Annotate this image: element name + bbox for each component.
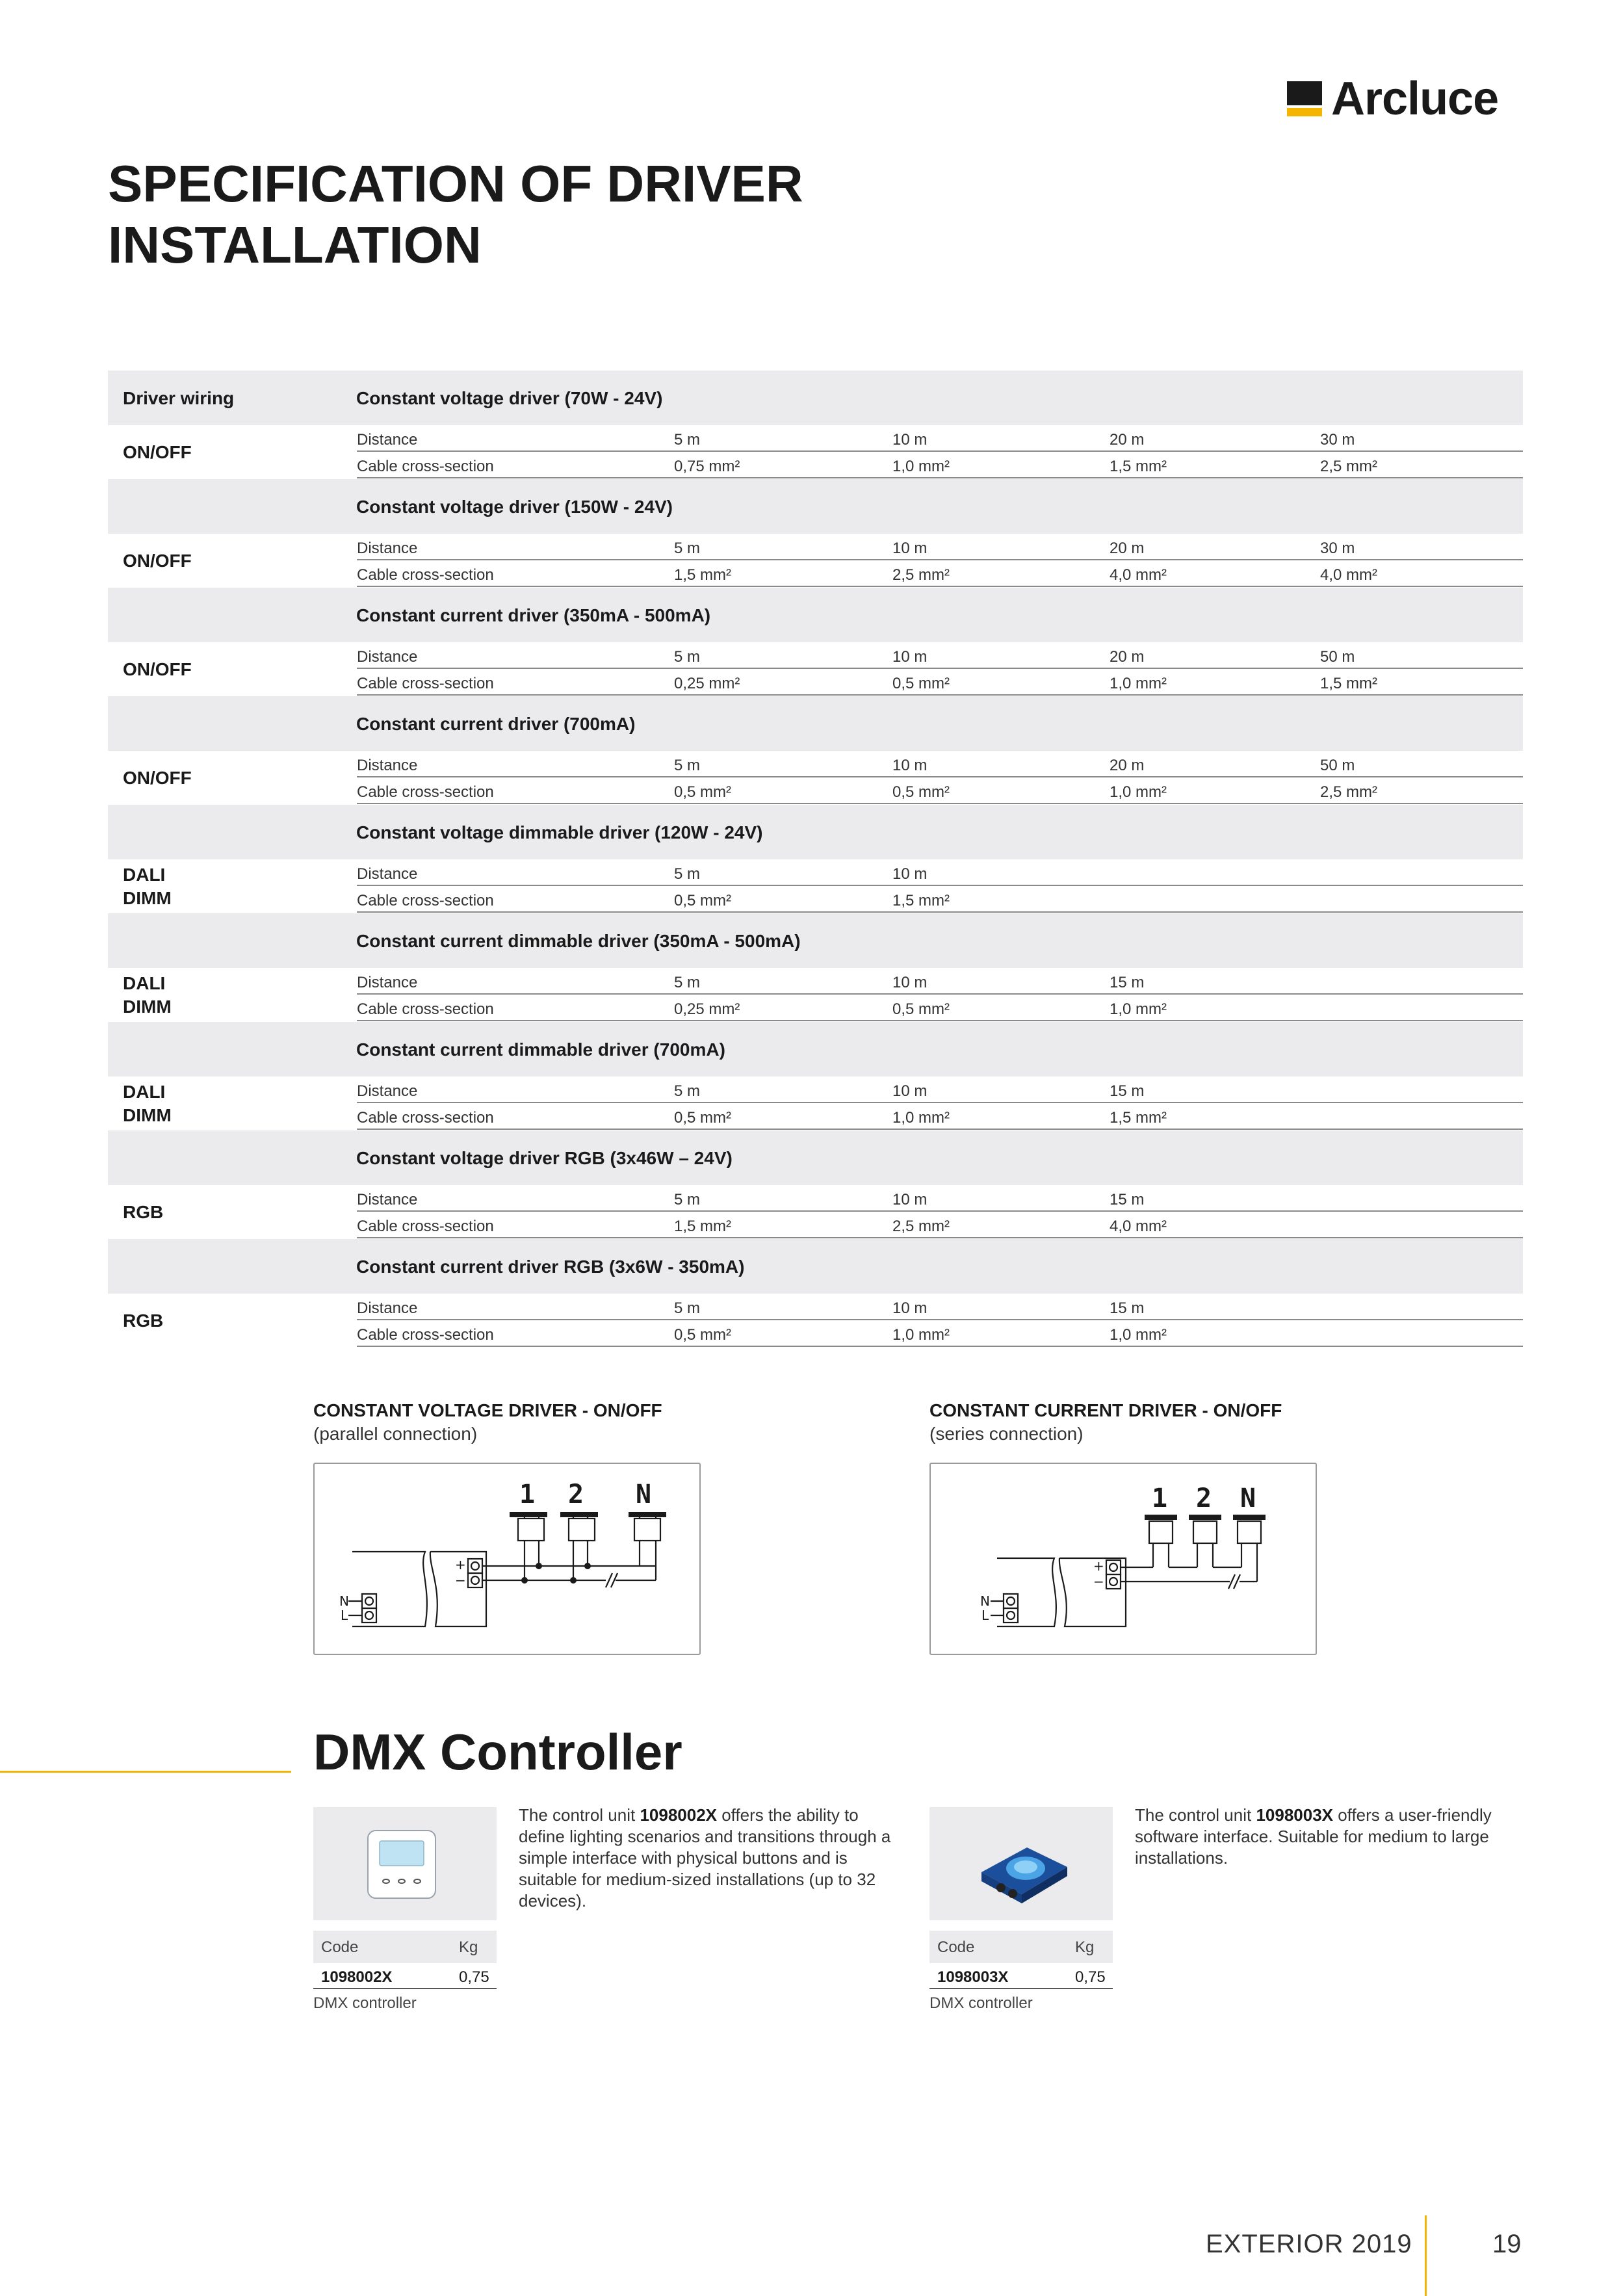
table-cell: 0,5 mm² xyxy=(674,1109,732,1127)
current-wiring-diagram xyxy=(929,1463,1317,1655)
cable-row: Cable cross-section 0,5 mm² 1,0 mm² 1,5 mm² xyxy=(357,1103,1523,1130)
svg-text:2: 2 xyxy=(1196,1483,1212,1513)
product-image-1098003x xyxy=(929,1807,1113,1920)
table-cell: 5 m xyxy=(674,1191,701,1208)
table-cell: 1,5 mm² xyxy=(1110,458,1167,475)
driver-section-header xyxy=(108,1022,1523,1076)
cable-row: Cable cross-section 0,5 mm² 1,5 mm² xyxy=(357,886,1523,913)
driver-title: Constant voltage dimmable driver (120W - 24V) xyxy=(356,822,763,842)
table-cell: 0,5 mm² xyxy=(674,783,732,801)
wall-panel-icon xyxy=(313,1807,497,1920)
driver-title: Constant voltage driver RGB (3x46W – 24V) xyxy=(356,1148,733,1168)
driver-title: Constant current driver (700mA) xyxy=(356,714,636,734)
table-cell: 2,5 mm² xyxy=(892,1218,950,1235)
table-cell: 50 m xyxy=(1320,757,1355,774)
table-cell: 1,0 mm² xyxy=(892,1109,950,1127)
table-cell: 20 m xyxy=(1110,648,1145,666)
table-cell: 10 m xyxy=(892,865,928,883)
svg-text:−: − xyxy=(1093,1574,1104,1589)
table-cell: 5 m xyxy=(674,1082,701,1100)
distance-row: Distance 5 m 10 m 15 m xyxy=(357,968,1523,995)
wiring-type: RGB xyxy=(123,1311,164,1331)
table-cell: 0,5 mm² xyxy=(892,1000,950,1018)
distance-row: Distance 5 m 10 m 20 m 50 m xyxy=(357,751,1523,777)
voltage-diagram-subtitle: (parallel connection) xyxy=(313,1424,478,1444)
driver-section-header xyxy=(108,479,1523,534)
table-cell: 0,5 mm² xyxy=(674,1326,732,1344)
svg-text:2: 2 xyxy=(568,1480,584,1509)
wiring-type: ON/OFF xyxy=(123,551,192,571)
cable-row: Cable cross-section 0,25 mm² 0,5 mm² 1,0 mm² 1,5 mm² xyxy=(357,669,1523,696)
table-cell: 10 m xyxy=(892,648,928,666)
brand-name: Arcluce xyxy=(1331,73,1499,125)
table-cell: 4,0 mm² xyxy=(1320,566,1378,584)
distance-row: Distance 5 m 10 m 20 m 30 m xyxy=(357,425,1523,452)
wiring-type: ON/OFF xyxy=(123,442,192,462)
driver-section-header xyxy=(108,696,1523,751)
table-cell: 1,0 mm² xyxy=(1110,675,1167,692)
table-cell: 5 m xyxy=(674,974,701,991)
svg-text:+: + xyxy=(1093,1558,1104,1574)
cable-row: Cable cross-section 0,25 mm² 0,5 mm² 1,0 mm² xyxy=(357,995,1523,1021)
table-cell: 1,5 mm² xyxy=(892,892,950,909)
driver-title: Constant current dimmable driver (350mA - 500mA) xyxy=(356,931,801,951)
svg-text:−: − xyxy=(455,1572,466,1588)
cable-row: Cable cross-section 1,5 mm² 2,5 mm² 4,0 mm² xyxy=(357,1212,1523,1238)
cable-row: Cable cross-section 1,5 mm² 2,5 mm² 4,0 mm² 4,0 mm² xyxy=(357,560,1523,587)
driver-section-header xyxy=(108,588,1523,642)
driver-title: Constant current driver RGB (3x6W - 350mA) xyxy=(356,1257,745,1277)
brand-logo xyxy=(1287,73,1534,125)
product-caption: DMX controller xyxy=(929,1994,1033,2012)
distance-row: Distance 5 m 10 m 20 m 30 m xyxy=(357,534,1523,560)
product-table-row: 1098002X 0,75 xyxy=(313,1963,497,1989)
driver-title: Constant voltage driver (70W - 24V) xyxy=(356,388,663,408)
driver-section-header xyxy=(108,371,1523,425)
table-cell: 0,25 mm² xyxy=(674,1000,740,1018)
table-cell: 15 m xyxy=(1110,1082,1145,1100)
wiring-type: DALI DIMM xyxy=(123,1082,172,1125)
logo-mark-icon xyxy=(1287,81,1322,116)
distance-row: Distance 5 m 10 m 15 m xyxy=(357,1076,1523,1103)
table-cell: 20 m xyxy=(1110,431,1145,449)
wiring-type: RGB xyxy=(123,1202,164,1222)
product-image-1098002x xyxy=(313,1807,497,1920)
footer-catalog-label: EXTERIOR 2019 xyxy=(1206,2230,1412,2258)
table-cell: 10 m xyxy=(892,1191,928,1208)
table-cell: 10 m xyxy=(892,540,928,557)
distance-row: Distance 5 m 10 m xyxy=(357,859,1523,886)
product-caption: DMX controller xyxy=(313,1994,417,2012)
table-cell: 1,0 mm² xyxy=(1110,1000,1167,1018)
table-cell: 5 m xyxy=(674,648,701,666)
product-table-header: Code Kg xyxy=(929,1931,1113,1963)
table-cell: 0,5 mm² xyxy=(674,892,732,909)
series-wiring-icon xyxy=(931,1464,1318,1656)
table-cell: 0,25 mm² xyxy=(674,675,740,692)
page-title: SPECIFICATION OF DRIVER INSTALLATION xyxy=(108,155,803,274)
section-accent-line xyxy=(0,1771,291,1773)
parallel-wiring-icon xyxy=(315,1464,702,1656)
dmx-section-title: DMX Controller xyxy=(313,1723,682,1781)
table-cell: 4,0 mm² xyxy=(1110,566,1167,584)
svg-text:+: + xyxy=(455,1557,466,1572)
driver-section-body xyxy=(108,859,1523,913)
table-cell: 5 m xyxy=(674,431,701,449)
current-diagram-title: CONSTANT CURRENT DRIVER - ON/OFF xyxy=(929,1400,1282,1420)
cable-row: Cable cross-section 0,5 mm² 1,0 mm² 1,0 mm² xyxy=(357,1320,1523,1347)
table-cell: 0,5 mm² xyxy=(892,675,950,692)
driver-section-body xyxy=(108,642,1523,696)
product-table-header: Code Kg xyxy=(313,1931,497,1963)
table-cell: 4,0 mm² xyxy=(1110,1218,1167,1235)
distance-row: Distance 5 m 10 m 15 m xyxy=(357,1294,1523,1320)
table-cell: 5 m xyxy=(674,865,701,883)
driver-section-body xyxy=(108,534,1523,588)
table-cell: 1,5 mm² xyxy=(674,566,732,584)
svg-text:1: 1 xyxy=(519,1480,536,1509)
svg-text:N: N xyxy=(980,1593,990,1609)
table-cell: 1,5 mm² xyxy=(1320,675,1378,692)
driver-section-header xyxy=(108,805,1523,859)
table-cell: 5 m xyxy=(674,540,701,557)
table-cell: 2,5 mm² xyxy=(1320,458,1378,475)
table-cell: 1,0 mm² xyxy=(1110,783,1167,801)
wiring-type: DALI DIMM xyxy=(123,973,172,1017)
page-number: 19 xyxy=(1492,2230,1522,2258)
table-cell: 5 m xyxy=(674,1299,701,1317)
svg-text:L: L xyxy=(981,1608,989,1623)
table-cell: 1,0 mm² xyxy=(892,1326,950,1344)
table-cell: 1,0 mm² xyxy=(892,458,950,475)
distance-row: Distance 5 m 10 m 20 m 50 m xyxy=(357,642,1523,669)
driver-section-body xyxy=(108,751,1523,805)
wiring-type: DALI DIMM xyxy=(123,865,172,908)
driver-section-body xyxy=(108,425,1523,479)
wiring-type: ON/OFF xyxy=(123,659,192,679)
table-cell: 15 m xyxy=(1110,1191,1145,1208)
product-table-1098002x xyxy=(313,1931,497,1989)
table-cell: 20 m xyxy=(1110,540,1145,557)
svg-text:L: L xyxy=(341,1608,348,1623)
table-cell: 30 m xyxy=(1320,540,1355,557)
table-cell: 50 m xyxy=(1320,648,1355,666)
driver-section-body xyxy=(108,1076,1523,1130)
table-cell: 10 m xyxy=(892,1082,928,1100)
driver-title: Constant current dimmable driver (700mA) xyxy=(356,1039,725,1060)
table-cell: 5 m xyxy=(674,757,701,774)
distance-row: Distance 5 m 10 m 15 m xyxy=(357,1185,1523,1212)
table-cell: 15 m xyxy=(1110,974,1145,991)
table-cell: 0,5 mm² xyxy=(892,783,950,801)
table-cell: 10 m xyxy=(892,974,928,991)
driver-section-header xyxy=(108,913,1523,968)
cable-row: Cable cross-section 0,75 mm² 1,0 mm² 1,5 mm² 2,5 mm² xyxy=(357,452,1523,478)
product-table-row: 1098003X 0,75 xyxy=(929,1963,1113,1989)
svg-text:N: N xyxy=(1240,1483,1256,1513)
table-cell: 30 m xyxy=(1320,431,1355,449)
usb-interface-icon xyxy=(929,1807,1113,1920)
driver-section-body xyxy=(108,1294,1523,1348)
svg-text:1: 1 xyxy=(1152,1483,1168,1513)
table-cell: 15 m xyxy=(1110,1299,1145,1317)
driver-section-header xyxy=(108,1130,1523,1185)
table-cell: 20 m xyxy=(1110,757,1145,774)
svg-text:N: N xyxy=(339,1593,349,1609)
wiring-type: ON/OFF xyxy=(123,768,192,788)
driver-section-header xyxy=(108,1239,1523,1294)
driver-section-body xyxy=(108,1185,1523,1239)
table-cell: 10 m xyxy=(892,431,928,449)
table-cell: 2,5 mm² xyxy=(1320,783,1378,801)
table-cell: 10 m xyxy=(892,1299,928,1317)
driver-title: Constant current driver (350mA - 500mA) xyxy=(356,605,711,625)
table-cell: 10 m xyxy=(892,757,928,774)
svg-text:N: N xyxy=(636,1480,652,1509)
table-cell: 1,0 mm² xyxy=(1110,1326,1167,1344)
table-cell: 1,5 mm² xyxy=(1110,1109,1167,1127)
product-description-1098003x: The control unit 1098003X offers a user-friendly software interface. Suitable for medium to large installations. xyxy=(1135,1805,1492,1868)
table-cell: 2,5 mm² xyxy=(892,566,950,584)
driver-spec-table xyxy=(108,371,1523,1348)
driver-title: Constant voltage driver (150W - 24V) xyxy=(356,497,673,517)
footer-separator xyxy=(1425,2215,1427,2296)
product-table-1098003x xyxy=(929,1931,1113,1989)
voltage-wiring-diagram xyxy=(313,1463,701,1655)
cable-row: Cable cross-section 0,5 mm² 0,5 mm² 1,0 mm² 2,5 mm² xyxy=(357,777,1523,804)
current-diagram-subtitle: (series connection) xyxy=(929,1424,1084,1444)
wiring-column-header: Driver wiring xyxy=(123,388,235,408)
table-cell: 0,75 mm² xyxy=(674,458,740,475)
driver-section-body xyxy=(108,968,1523,1022)
table-cell: 1,5 mm² xyxy=(674,1218,732,1235)
product-description-1098002x: The control unit 1098002X offers the ability to define lighting scenarios and transitions through a simple interface with physical buttons and is suitable for medium-sized installations (up to 32 devices). xyxy=(519,1805,891,1911)
voltage-diagram-title: CONSTANT VOLTAGE DRIVER - ON/OFF xyxy=(313,1400,662,1420)
